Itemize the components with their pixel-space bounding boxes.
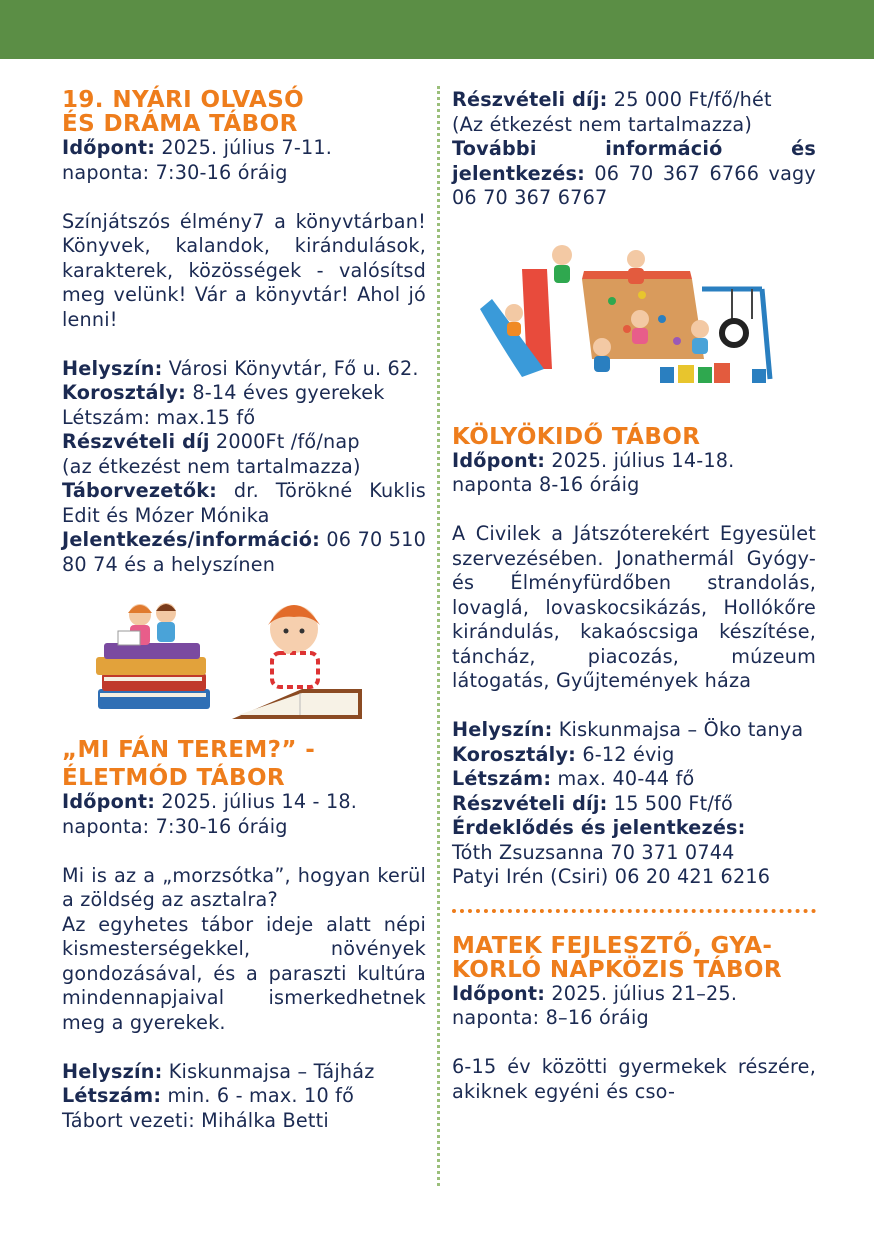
value: 6-12 évig (576, 742, 675, 766)
contact-line: Patyi Irén (Csiri) 06 20 421 6216 (452, 865, 771, 888)
label: Időpont: (62, 790, 156, 813)
value: 2025. július 21–25. (545, 981, 738, 1005)
label: Részvételi díj: (452, 88, 608, 111)
label: Időpont: (62, 136, 156, 159)
playground-image (452, 229, 816, 399)
value: 2025. július 14-18. (545, 448, 735, 472)
value: 15 500 Ft/fő (607, 791, 733, 815)
label: Táborvezetők: (62, 479, 218, 502)
label: Részvételi díj: (452, 791, 608, 815)
daily-hours: naponta 8-16 óráig (452, 473, 640, 496)
description: Mi is az a „morzsótka”, hogyan kerül a zöldség az asztalra? (62, 863, 426, 911)
header-bar (0, 0, 874, 59)
value: 2025. július 7-11. (155, 136, 333, 159)
description: Színjátszós élmény7 a könyvtárban! Könyvek, kalandok, kirándulások, karakterek, közösségek - valósítsd meg velünk! Vár a könyvtár! Ahol jó lenni! (62, 209, 426, 331)
label: Helyszín: (62, 356, 163, 380)
left-column (62, 88, 426, 1133)
value: Kiskunmajsa – Öko tanya (552, 718, 804, 741)
value: 8-14 éves gyerekek (186, 381, 385, 404)
dotted-separator (452, 909, 816, 913)
label: Helyszín: (62, 1059, 163, 1083)
value: 2025. július 14 - 18. (155, 790, 358, 813)
section-title: MATEK FEJLESZTŐ, GYA- (452, 932, 773, 959)
value: min. 6 - max. 10 fő (161, 1084, 355, 1107)
column-divider (437, 86, 440, 1186)
label: Korosztály: (452, 742, 577, 766)
books-and-kids-image (62, 591, 426, 731)
label: Időpont: (452, 981, 546, 1005)
label: Érdeklődés és jelentkezés: (452, 816, 746, 839)
leader: Tábort vezeti: Mihálka Betti (62, 1108, 329, 1132)
value: dr. Törökné Kuklis Edit és Mózer Mónika (62, 479, 426, 527)
right-column (452, 88, 816, 1104)
value: 2000Ft /fő/nap (209, 430, 360, 453)
fee-note: (Az étkezést nem tartalmazza) (452, 112, 753, 136)
label: Létszám: (452, 767, 552, 790)
contact-line: Tóth Zsuzsanna 70 371 0744 (452, 840, 735, 864)
daily-hours: naponta: 7:30-16 óráig (62, 160, 288, 184)
label: Korosztály: (62, 381, 187, 404)
section-title: ÉLETMÓD TÁBOR (62, 765, 286, 791)
value: Kiskunmajsa – Tájház (162, 1059, 375, 1083)
value: Városi Könyvtár, Fő u. 62. (162, 356, 419, 380)
daily-hours: naponta: 7:30-16 óráig (62, 814, 288, 838)
label: Időpont: (452, 448, 546, 472)
reading-kids-illustration (62, 591, 426, 736)
value: 06 70 510 80 74 és a helyszínen (62, 528, 426, 576)
section-title: KORLÓ NAPKÖZIS TÁBOR (452, 956, 782, 983)
fee-note: (az étkezést nem tartalmazza) (62, 454, 361, 478)
value: max. 40-44 fő (551, 767, 695, 790)
playground-illustration (452, 229, 816, 417)
daily-hours: naponta: 8–16 óráig (452, 1006, 649, 1029)
section-title: „MI FÁN TEREM?” - (62, 737, 316, 763)
section-title: ÉS DRÁMA TÁBOR (62, 111, 298, 137)
value: 25 000 Ft/fő/hét (607, 88, 772, 111)
value: 06 70 367 6766 vagy 06 70 367 6767 (452, 161, 816, 209)
capacity: Létszám: max.15 fő (62, 405, 256, 429)
label: Létszám: (62, 1084, 162, 1107)
label: Helyszín: (452, 718, 553, 741)
label: További információ és jelentkezés: (452, 137, 816, 185)
label: Részvételi díj (62, 430, 210, 453)
label: Jelentkezés/információ: (62, 528, 321, 551)
description: Az egyhetes tábor ideje alatt népi kismesterségekkel, növények gondozásával, és a paraszti kultúra mindennapjaival ismerkedhetnek meg a gyerekek. (62, 912, 426, 1034)
section-title: 19. NYÁRI OLVASÓ (62, 87, 305, 113)
description: A Civilek a Játszóterekért Egyesület szervezésében. Jonathermál Gyógy- és Élményfürdőben strandolás, lovaglá, lovaskocsikázás, Hollókőre kirándulás, kakaóscsiga készítése, táncház, piacozás, múzeum látogatás, Gyűjtemények háza (452, 522, 816, 692)
section-title: KÖLYÖKIDŐ TÁBOR (452, 423, 701, 450)
description: 6-15 év közötti gyermekek részére, akiknek egyéni és cso- (452, 1055, 816, 1103)
